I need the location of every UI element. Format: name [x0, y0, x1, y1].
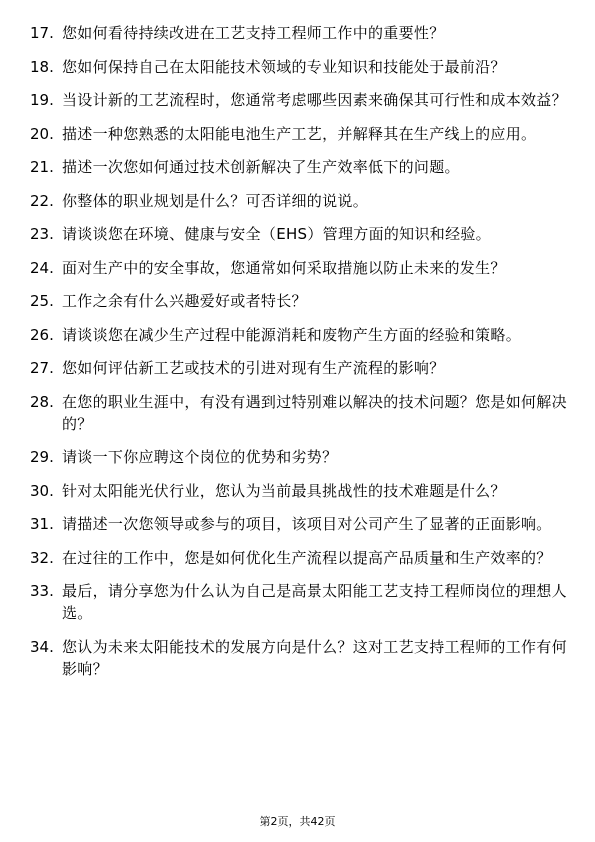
question-number: 18. — [30, 57, 54, 76]
question-number: 26. — [30, 325, 54, 344]
question-item — [30, 257, 570, 279]
question-text: 请谈谈您在减少生产过程中能源消耗和废物产生方面的经验和策略。 — [62, 325, 522, 344]
question-number: 27. — [30, 359, 54, 377]
question-number: 34. — [30, 637, 54, 656]
question-text: 最后，请分享您为什么认为自己是高景太阳能工艺支持工程师岗位的理想人选。 — [62, 582, 567, 622]
question-number: 32. — [30, 548, 54, 567]
question-number: 30. — [30, 481, 54, 500]
question-number: 29. — [30, 448, 54, 466]
question-item — [30, 513, 570, 535]
question-text: 请描述一次您领导或参与的项目，该项目对公司产生了显著的正面影响。 — [62, 515, 552, 533]
question-number: 25. — [30, 292, 54, 310]
question-text: 在过往的工作中，您是如何优化生产流程以提高产品质量和生产效率的？ — [62, 548, 552, 567]
question-text: 面对生产中的安全事故，您通常如何采取措施以防止未来的发生？ — [62, 258, 506, 277]
question-text: 您如何评估新工艺或技术的引进对现有生产流程的影响？ — [62, 359, 445, 377]
question-text: 在您的职业生涯中，有没有遇到过特别难以解决的技术问题？您是如何解决的？ — [62, 392, 567, 433]
question-number: 19. — [30, 91, 54, 109]
question-item — [30, 547, 570, 569]
question-number: 23. — [30, 225, 54, 243]
question-item — [30, 480, 570, 502]
question-number: 20. — [30, 124, 54, 143]
question-item — [30, 580, 570, 624]
question-text: 你整体的职业规划是什么？可否详细的说说。 — [62, 191, 369, 210]
question-item — [30, 636, 570, 680]
question-item — [30, 123, 570, 145]
question-item — [30, 190, 570, 212]
question-item — [30, 357, 570, 379]
question-number: 31. — [30, 515, 54, 533]
question-item — [30, 156, 570, 178]
question-number: 28. — [30, 392, 54, 411]
question-item — [30, 391, 570, 435]
question-item — [30, 223, 570, 245]
page-number-footer: 第2页，共42页 — [259, 815, 336, 828]
question-item — [30, 324, 570, 346]
question-item — [30, 290, 570, 312]
question-number: 22. — [30, 191, 54, 210]
question-item — [30, 89, 570, 111]
question-text: 当设计新的工艺流程时，您通常考虑哪些因素来确保其可行性和成本效益？ — [62, 91, 567, 109]
question-text: 针对太阳能光伏行业，您认为当前最具挑战性的技术难题是什么？ — [62, 481, 506, 500]
question-text: 您如何看待持续改进在工艺支持工程师工作中的重要性？ — [62, 24, 445, 42]
question-number: 33. — [30, 582, 54, 600]
question-text: 您认为未来太阳能技术的发展方向是什么？这对工艺支持工程师的工作有何影响？ — [62, 637, 567, 678]
question-text: 请谈谈您在环境、健康与安全（EHS）管理方面的知识和经验。 — [62, 225, 491, 243]
question-number: 21. — [30, 158, 54, 176]
question-item — [30, 446, 570, 468]
question-text: 描述一次您如何通过技术创新解决了生产效率低下的问题。 — [62, 158, 460, 176]
question-item — [30, 56, 570, 78]
question-item — [30, 22, 570, 44]
question-number: 24. — [30, 258, 54, 277]
question-text: 请谈一下你应聘这个岗位的优势和劣势？ — [62, 448, 338, 466]
question-list — [30, 22, 570, 691]
question-text: 描述一种您熟悉的太阳能电池生产工艺，并解释其在生产线上的应用。 — [62, 124, 537, 143]
question-text: 您如何保持自己在太阳能技术领域的专业知识和技能处于最前沿？ — [62, 57, 506, 76]
question-text: 工作之余有什么兴趣爱好或者特长？ — [62, 292, 307, 310]
question-number: 17. — [30, 24, 54, 42]
